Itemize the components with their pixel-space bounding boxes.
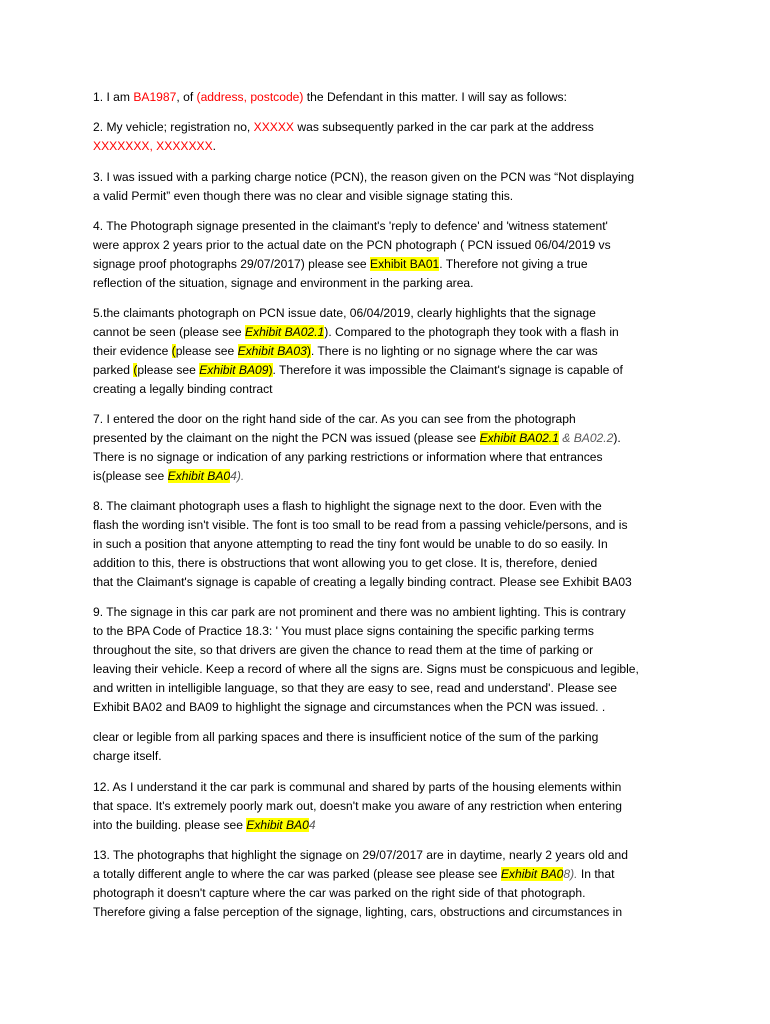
exhibit-reference: 4).: [230, 469, 245, 483]
text-line: throughout the site, so that drivers are given the chance to read them at the time of parking or: [93, 643, 594, 657]
paragraph-8: [93, 497, 688, 592]
text-line: creating a legally binding contract: [93, 382, 273, 396]
text: . Therefore not giving a true: [439, 257, 588, 271]
text: 1. I am: [93, 90, 134, 104]
text: , of: [176, 90, 197, 104]
exhibit-reference: Exhibit BA0: [167, 469, 231, 483]
text: ): [268, 363, 273, 377]
text: .: [212, 139, 217, 153]
text: In that: [577, 867, 615, 881]
text-line: 9. The signage in this car park are not prominent and there was no ambient lighting. This is contrary: [93, 605, 626, 619]
text-line: 5.the claimants photograph on PCN issue date, 06/04/2019, clearly highlights that the signage: [93, 306, 596, 320]
text: their evidence: [93, 344, 172, 358]
text-line: reflection of the situation, signage and environment in the parking area.: [93, 276, 474, 290]
registration-placeholder: XXXXX: [253, 120, 294, 134]
text: cannot be seen (please see: [93, 325, 245, 339]
defendant-name: BA1987: [133, 90, 177, 104]
text-line: that space. It's extremely poorly mark out, doesn't make you aware of any restriction when entering: [93, 799, 622, 813]
text-line: to the BPA Code of Practice 18.3: ' You must place signs containing the specific parking terms: [93, 624, 594, 638]
paragraph-13: [93, 846, 688, 922]
text: presented by the claimant on the night the PCN was issued (please see: [93, 431, 480, 445]
text: signage proof photographs 29/07/2017) please see: [93, 257, 371, 271]
text: was subsequently parked in the car park at the address: [294, 120, 594, 134]
exhibit-reference: Exhibit BA0: [246, 818, 309, 832]
paragraph-10: [93, 728, 688, 766]
paragraph-9: [93, 603, 688, 717]
exhibit-reference: Exhibit BA02.1: [479, 431, 559, 445]
text: ).: [613, 431, 621, 445]
text: 2. My vehicle; registration no,: [93, 120, 254, 134]
text-line: 4. The Photograph signage presented in the claimant's 'reply to defence' and 'witness statement': [93, 219, 608, 233]
paragraph-12: [93, 778, 688, 835]
exhibit-reference: Exhibit BA0: [500, 867, 564, 881]
exhibit-reference: Exhibit BA01: [370, 257, 440, 271]
paragraph-5: [93, 304, 688, 399]
text: . There is no lighting or no signage where the car was: [310, 344, 598, 358]
text: a totally different angle to where the car was parked (please see please see: [93, 867, 501, 881]
text: is(please see: [93, 469, 168, 483]
text-line: flash the wording isn't visible. The font is too small to be read from a passing vehicle/persons, and is: [93, 518, 628, 532]
text: parked: [93, 363, 134, 377]
text-line: photograph it doesn't capture where the car was parked on the right side of that photograph.: [93, 886, 586, 900]
text-line: Exhibit BA02 and BA09 to highlight the signage and circumstances when the PCN was issued. .: [93, 700, 606, 714]
address-placeholder: (address, postcode): [196, 90, 304, 104]
text: ). Compared to the photograph they took with a flash in: [324, 325, 619, 339]
exhibit-reference: 4: [308, 818, 316, 832]
text-line: in such a position that anyone attempting to read the tiny font would be unable to do so easily. In: [93, 537, 608, 551]
paragraph-7: [93, 410, 688, 486]
text-line: charge itself.: [93, 749, 162, 763]
text-line: that the Claimant's signage is capable of creating a legally binding contract. Please see Exhibit BA03: [93, 575, 632, 589]
paragraph-3: [93, 168, 688, 206]
text-line: Therefore giving a false perception of the signage, lighting, cars, obstructions and circumstances in: [93, 905, 623, 919]
text-line: addition to this, there is obstructions that wont allowing you to get close. It is, therefore, denied: [93, 556, 598, 570]
text: (: [171, 344, 176, 358]
text-line: a valid Permit” even though there was no clear and visible signage stating this.: [93, 189, 514, 203]
text-line: 3. I was issued with a parking charge notice (PCN), the reason given on the PCN was “Not displaying: [93, 170, 635, 184]
text: ): [306, 344, 311, 358]
paragraph-1: [93, 88, 688, 107]
text-line: 13. The photographs that highlight the signage on 29/07/2017 are in daytime, nearly 2 years old and: [93, 848, 628, 862]
exhibit-reference: & BA02.2: [558, 431, 614, 445]
text: please see: [175, 344, 238, 358]
text: into the building. please see: [93, 818, 247, 832]
text-line: 7. I entered the door on the right hand side of the car. As you can see from the photograph: [93, 412, 576, 426]
text-line: 12. As I understand it the car park is communal and shared by parts of the housing elements within: [93, 780, 622, 794]
text-line: clear or legible from all parking spaces and there is insufficient notice of the sum of the parking: [93, 730, 599, 744]
exhibit-reference: Exhibit BA02.1: [244, 325, 325, 339]
car-park-address-placeholder: XXXXXXX, XXXXXXX: [93, 139, 213, 153]
text: . Therefore it was impossible the Claimant's signage is capable of: [272, 363, 623, 377]
exhibit-reference: 8).: [563, 867, 578, 881]
text-line: leaving their vehicle. Keep a record of where all the signs are. Signs must be conspicuous and legible,: [93, 662, 639, 676]
text: the Defendant in this matter. I will say as follows:: [303, 90, 567, 104]
text-line: 8. The claimant photograph uses a flash to highlight the signage next to the door. Even with the: [93, 499, 602, 513]
text-line: and written in intelligible language, so that they are easy to see, read and understand'. Please see: [93, 681, 618, 695]
text: please see: [137, 363, 200, 377]
exhibit-reference: Exhibit BA03: [237, 344, 307, 358]
text: (: [133, 363, 138, 377]
paragraph-4: [93, 217, 688, 293]
text-line: There is no signage or indication of any parking restrictions or information where that entrances: [93, 450, 603, 464]
exhibit-reference: Exhibit BA09: [199, 363, 269, 377]
paragraph-2: [93, 118, 688, 156]
text-line: were approx 2 years prior to the actual date on the PCN photograph ( PCN issued 06/04/2019 vs: [93, 238, 611, 252]
